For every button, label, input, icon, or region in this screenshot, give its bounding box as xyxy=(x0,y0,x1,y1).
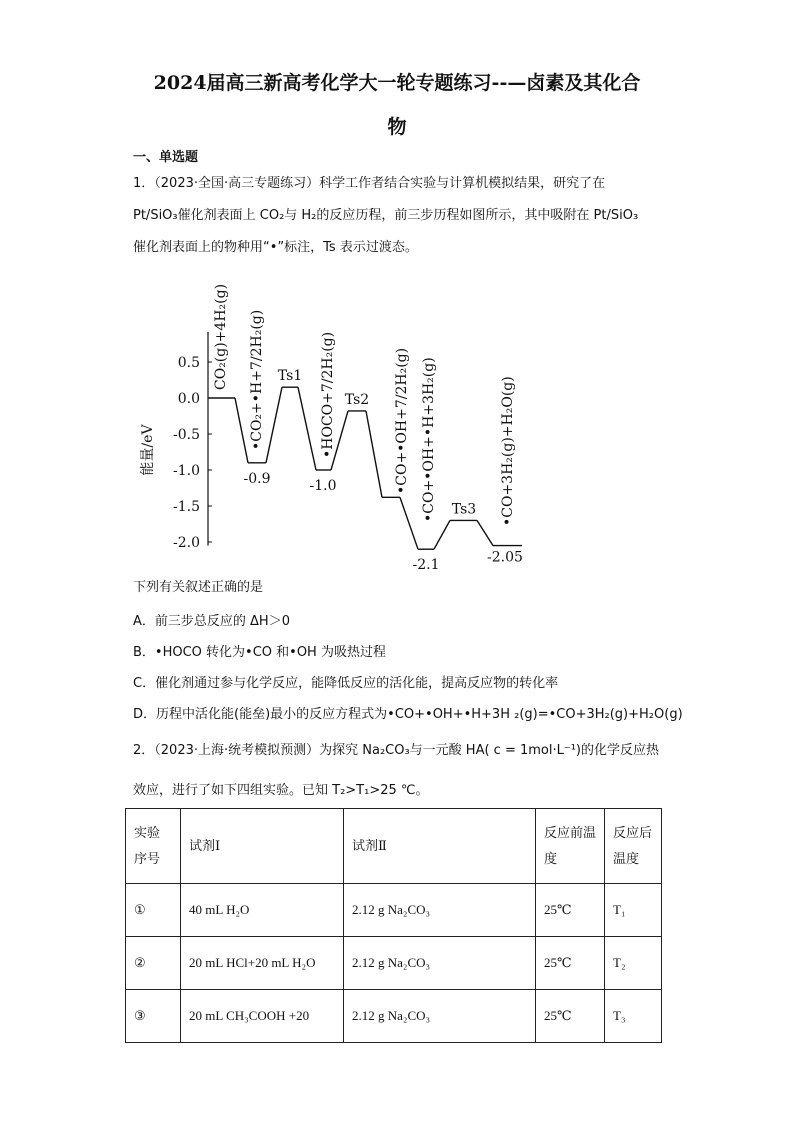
table-cell: 2.12 g Na₂CO₃ xyxy=(344,990,536,1043)
table-cell: T₃ xyxy=(605,990,662,1043)
section-heading: 一、单选题 xyxy=(133,150,199,165)
level-label: •CO+•OH+7/2H₂(g) xyxy=(394,347,410,494)
table-cell: 40 mL H₂O xyxy=(181,884,344,937)
energy-connector xyxy=(235,398,248,463)
value-label: -2.05 xyxy=(487,549,523,566)
energy-connector xyxy=(400,497,418,549)
level-label: •HOCO+7/2H₂(g) xyxy=(320,331,336,458)
energy-connector xyxy=(298,387,316,470)
header-cell: 反应后温度 xyxy=(605,809,662,884)
ts-label: Ts2 xyxy=(344,391,370,408)
y-tick-label: -2.0 xyxy=(173,535,200,551)
ts-label: Ts1 xyxy=(277,368,303,385)
page-title: 2024届高三新高考化学大一轮专题练习--—卤素及其化合 xyxy=(153,72,641,94)
table-row xyxy=(126,990,662,1043)
value-label: -2.1 xyxy=(412,557,440,572)
table-cell: 20 mL CH₃COOH +20 xyxy=(181,990,344,1043)
table-cell: 2.12 g Na₂CO₃ xyxy=(344,884,536,937)
table-cell: 25℃ xyxy=(536,884,605,937)
energy-connector xyxy=(366,411,382,497)
table-cell: T₂ xyxy=(605,937,662,990)
table-row xyxy=(126,937,662,990)
y-tick-label: -1.5 xyxy=(173,499,200,515)
header-cell: 反应前温度 xyxy=(536,809,605,884)
header-cell: 试剂Ⅰ xyxy=(181,809,344,884)
table-cell: ② xyxy=(126,937,181,990)
table-cell: ③ xyxy=(126,990,181,1043)
page-title-continuation: 物 xyxy=(387,116,407,138)
q1-question: 下列有关叙述正确的是 xyxy=(133,580,264,595)
energy-connector xyxy=(477,520,493,545)
q1-option-d[interactable]: D．历程中活化能(能垒)最小的反应方程式为•CO+•OH+•H+3H ₂(g)=•CO+3H₂(g)+H₂O(g) xyxy=(133,707,683,722)
level-label: •CO₂+•H+7/2H₂(g) xyxy=(249,309,265,450)
value-label: -0.9 xyxy=(243,470,271,487)
y-tick-label: 0.0 xyxy=(177,391,200,407)
q1-stem-line-1: 1．（2023·全国·高三专题练习）科学工作者结合实验与计算机模拟结果，研究了在 xyxy=(133,176,606,191)
table-cell: 20 mL HCl+20 mL H₂O xyxy=(181,937,344,990)
energy-connector xyxy=(434,520,450,549)
table-cell: T₁ xyxy=(605,884,662,937)
energy-profile-chart xyxy=(120,262,540,572)
q1-option-b[interactable]: B．•HOCO 转化为•CO 和•OH 为吸热过程 xyxy=(133,645,386,660)
table-cell: 2.12 g Na₂CO₃ xyxy=(344,937,536,990)
ts-label: Ts3 xyxy=(451,501,477,518)
q2-stem-line-1: 2．（2023·上海·统考模拟预测）为探究 Na₂CO₃与一元酸 HA( c = 1mol·L⁻¹)的化学反应热 xyxy=(133,743,660,758)
y-axis-label: 能量/eV xyxy=(140,424,156,476)
table-cell: 25℃ xyxy=(536,990,605,1043)
table-cell: 25℃ xyxy=(536,937,605,990)
q2-stem-line-2: 效应，进行了如下四组实验。已知 T₂>T₁>25 ℃。 xyxy=(133,783,429,798)
energy-connector xyxy=(266,387,282,463)
table-header-row xyxy=(126,809,662,884)
level-label: •CO+3H₂(g)+H₂O(g) xyxy=(500,376,516,526)
experiment-table xyxy=(125,808,662,1043)
table-row xyxy=(126,884,662,937)
q1-option-a[interactable]: A．前三步总反应的 ΔH＞0 xyxy=(133,614,290,629)
q1-option-c[interactable]: C．催化剂通过参与化学反应，能降低反应的活化能，提高反应物的转化率 xyxy=(133,676,559,691)
q1-stem-line-3: 催化剂表面上的物种用“•”标注，Ts 表示过渡态。 xyxy=(133,240,418,255)
header-cell: 试剂Ⅱ xyxy=(344,809,536,884)
level-label: •CO+•OH+•H+3H₂(g) xyxy=(421,357,437,522)
header-cell: 实验序号 xyxy=(126,809,181,884)
y-tick-label: 0.5 xyxy=(177,355,200,371)
table-cell: ① xyxy=(126,884,181,937)
y-tick-label: -0.5 xyxy=(173,427,200,443)
q1-stem-line-2: Pt/SiO₃催化剂表面上 CO₂与 H₂的反应历程，前三步历程如图所示，其中吸附在 Pt/SiO₃ xyxy=(133,208,639,223)
level-label: CO₂(g)+4H₂(g) xyxy=(213,283,229,390)
y-tick-label: -1.0 xyxy=(173,463,200,479)
value-label: -1.0 xyxy=(309,478,337,494)
